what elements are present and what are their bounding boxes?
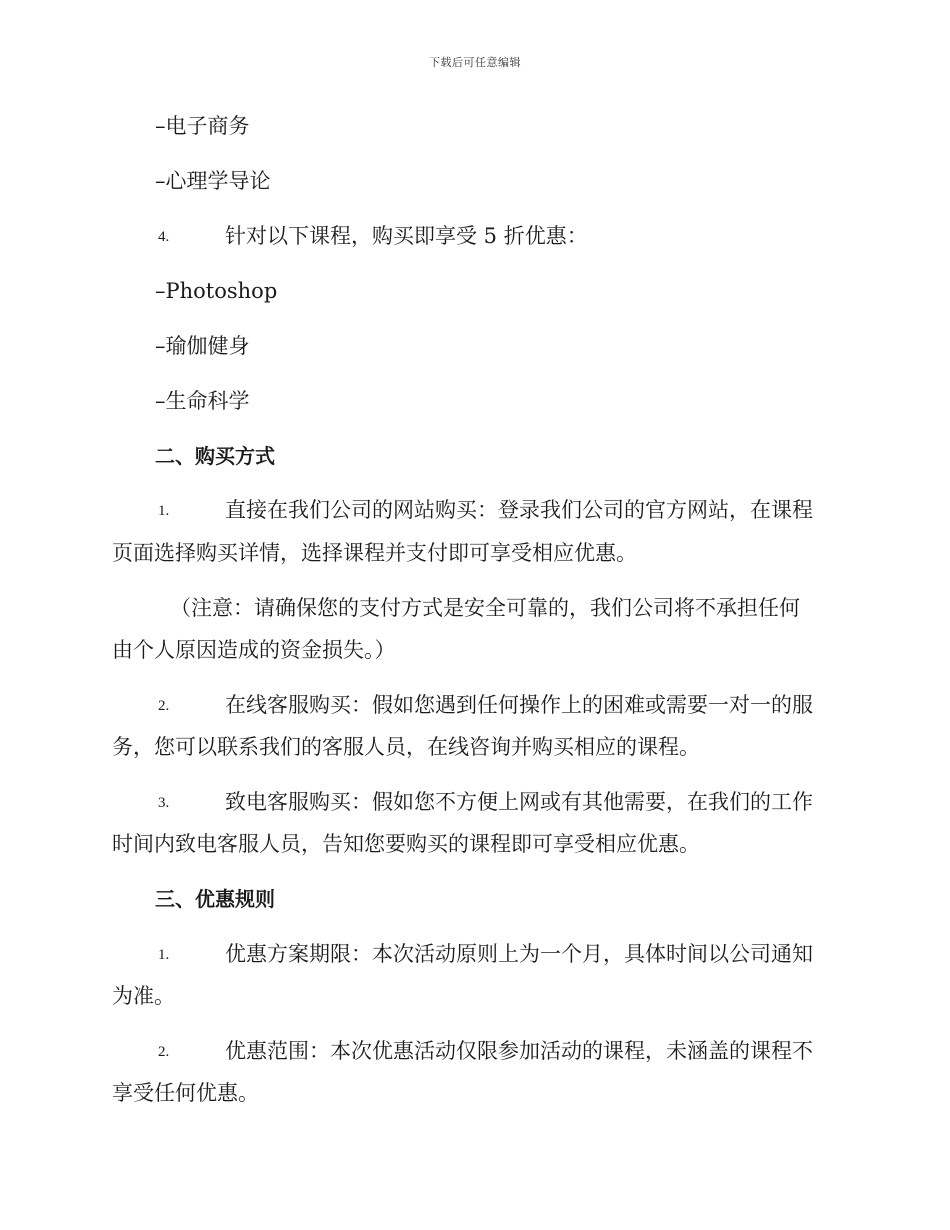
list-item: –瑜伽健身 [155,334,250,358]
list-item: –Photoshop [155,279,278,303]
item-text-continued: 页面选择购买详情，选择课程并支付即可享受相应优惠。 [112,541,637,565]
item-text: 优惠范围：本次优惠活动仅限参加活动的课程，未涵盖的课程不 [225,1039,813,1063]
section-title-purchase: 二、购买方式 [155,444,275,468]
list-item: –电子商务 [155,114,250,138]
item-number: 1. [158,947,170,963]
item-text-continued: 享受任何优惠。 [112,1081,259,1105]
item-text-continued: 时间内致电客服人员，告知您要购买的课程即可享受相应优惠。 [112,832,700,856]
item-text: 在线客服购买：假如您遇到任何操作上的困难或需要一对一的服 [225,693,813,717]
item-number: 1. [158,503,170,519]
note-text-continued: 由个人原因造成的资金损失。） [112,638,396,662]
item-text: 直接在我们公司的网站购买：登录我们公司的官方网站，在课程 [225,498,813,522]
item-text: 优惠方案期限：本次活动原则上为一个月，具体时间以公司通知 [225,942,813,966]
item-text-continued: 为准。 [112,984,175,1008]
item-number: 4. [158,229,170,245]
section-title-rules: 三、优惠规则 [155,887,275,911]
item-number: 2. [158,1044,170,1060]
list-item: –生命科学 [155,389,250,413]
item-text-continued: 务，您可以联系我们的客服人员，在线咨询并购买相应的课程。 [112,735,700,759]
item-number: 3. [158,795,170,811]
note-text: （注意：请确保您的支付方式是安全可靠的，我们公司将不承担任何 [170,596,800,620]
item-text: 致电客服购买：假如您不方便上网或有其他需要，在我们的工作 [225,790,813,814]
list-item: –心理学导论 [155,169,271,193]
item-text: 针对以下课程，购买即享受 5 折优惠： [225,224,588,248]
page-header: 下载后可任意编辑 [429,56,521,69]
item-number: 2. [158,698,170,714]
